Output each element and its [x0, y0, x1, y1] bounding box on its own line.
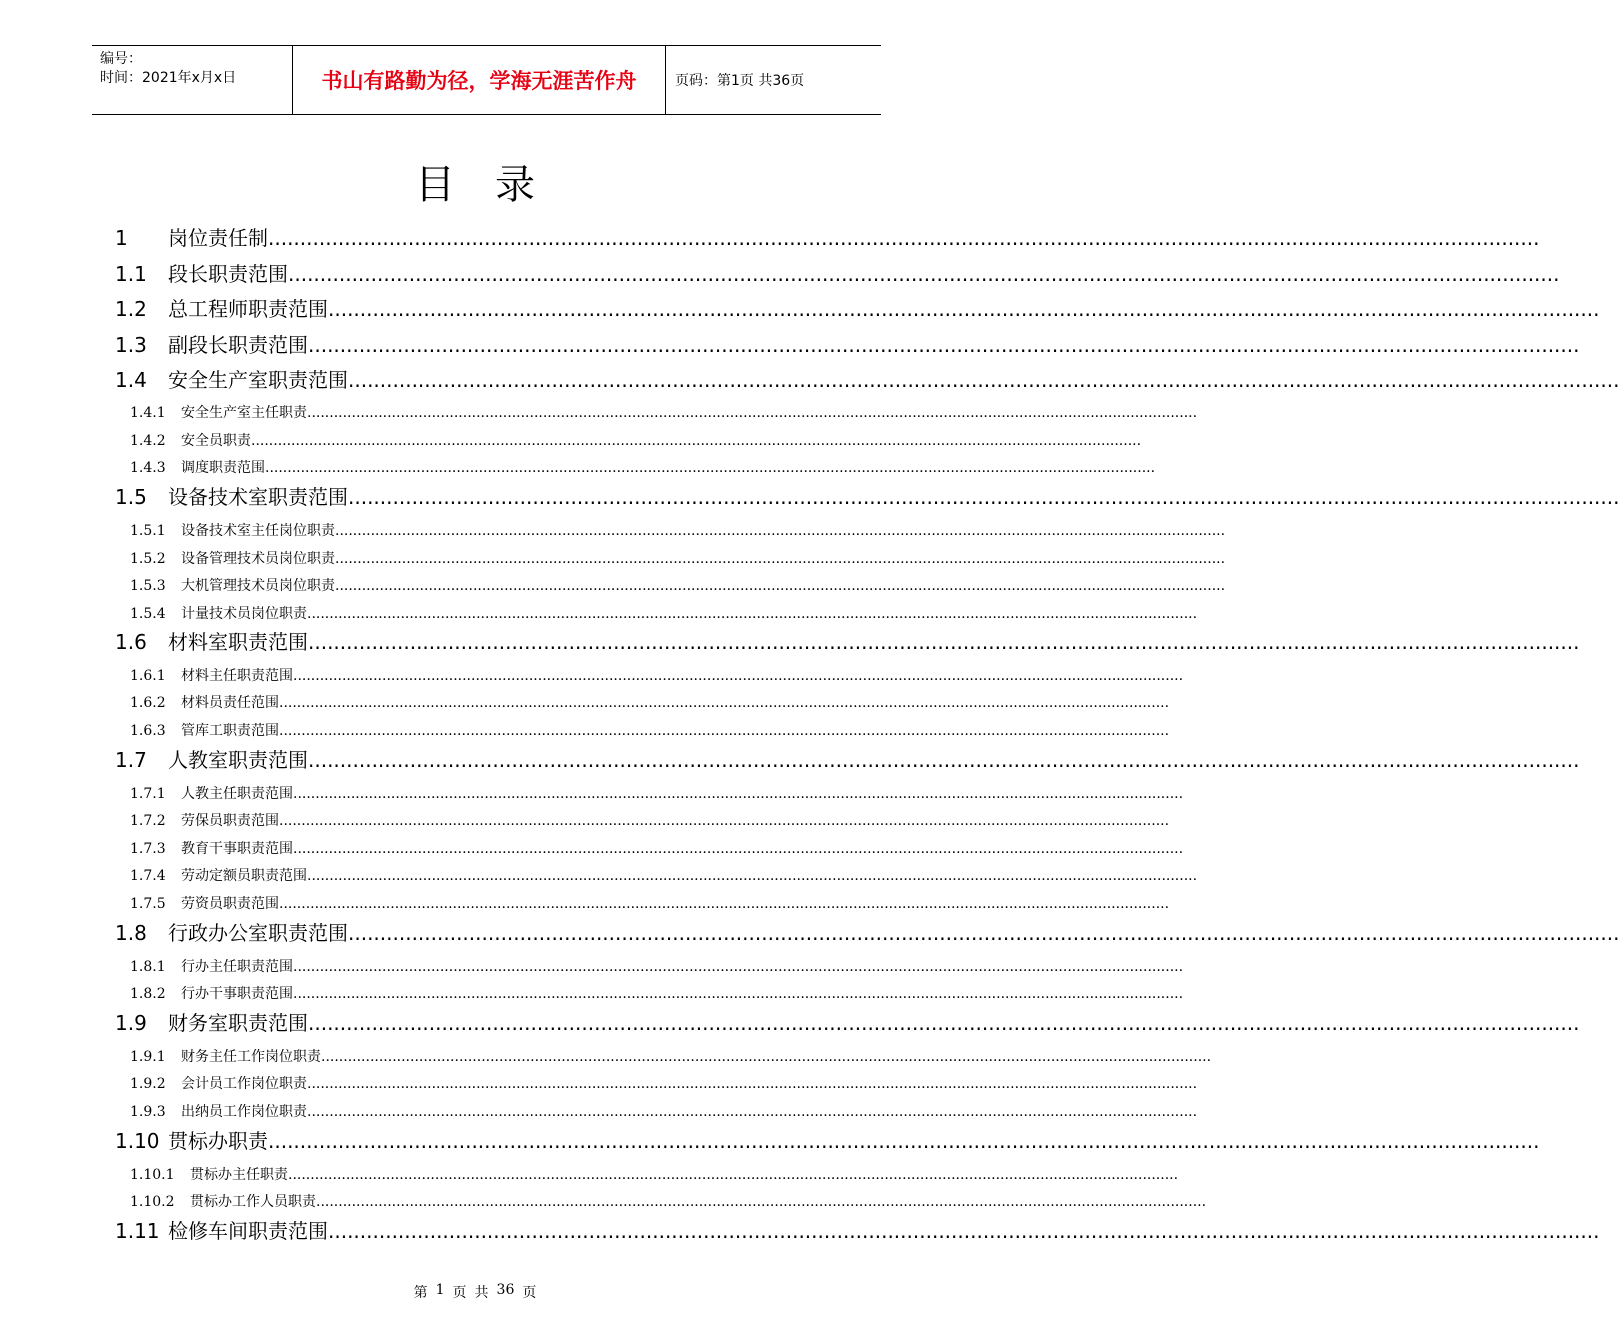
footer-text: 第 — [413, 1285, 428, 1301]
header-page-label: 页码：第1页 共36页 — [675, 73, 805, 89]
document-header — [92, 45, 881, 115]
toc-entry-level2[interactable] — [130, 838, 1184, 858]
toc-entry-title: 财务室职责范围 — [168, 1011, 308, 1035]
toc-entry-title: 计量技术员岗位职责 — [181, 606, 307, 622]
toc-entry-title: 财务主任工作岗位职责 — [181, 1049, 321, 1065]
toc-leader-dots: ........................................................................................................................................................................................................ — [308, 333, 1580, 357]
toc-entry-number: 1.7 — [115, 748, 147, 772]
toc-entry-title: 材料室职责范围 — [168, 630, 308, 654]
toc-entry-level1[interactable] — [115, 626, 1580, 655]
toc-entry-level2[interactable] — [130, 1164, 1179, 1184]
toc-entry-title: 劳动定额员职责范围 — [181, 868, 307, 884]
toc-entry-level2[interactable] — [130, 983, 1184, 1003]
toc-entry-level1[interactable] — [115, 1007, 1580, 1036]
toc-entry-level2[interactable] — [130, 865, 1198, 885]
toc-entry-level1[interactable] — [115, 258, 1560, 287]
toc-entry-title: 安全生产室职责范围 — [168, 368, 348, 392]
toc-entry-number: 1.2 — [115, 297, 147, 321]
toc-leader-dots: ........................................................................................................................................................................................................ — [279, 695, 1170, 711]
toc-entry-title: 人教室职责范围 — [168, 748, 308, 772]
toc-leader-dots: ........................................................................................................................................................................................................ — [307, 405, 1198, 421]
toc-entry-title: 安全生产室主任职责 — [181, 405, 307, 421]
toc-entry-number: 1.5.1 — [130, 523, 166, 539]
toc-entry-level2[interactable] — [130, 1101, 1198, 1121]
toc-leader-dots: ........................................................................................................................................................................................................ — [251, 433, 1142, 449]
toc-entry-title: 行办主任职责范围 — [181, 959, 293, 975]
header-motto: 书山有路勤为径，学海无涯苦作舟 — [292, 46, 666, 114]
toc-entry-level1[interactable] — [115, 222, 1540, 251]
toc-leader-dots: ........................................................................................................................................................................................................ — [288, 1167, 1179, 1183]
toc-entry-number: 1.7.3 — [130, 841, 166, 857]
toc-entry-title: 总工程师职责范围 — [168, 297, 328, 321]
toc-entry-number: 1.10.2 — [130, 1194, 175, 1210]
toc-entry-number: 1.7.4 — [130, 868, 166, 884]
toc-leader-dots: ........................................................................................................................................................................................................ — [316, 1194, 1207, 1210]
toc-entry-number: 1.10.1 — [130, 1167, 175, 1183]
toc-leader-dots: ........................................................................................................................................................................................................ — [279, 813, 1170, 829]
toc-entry-number: 1.7.5 — [130, 896, 166, 912]
toc-entry-number: 1.5 — [115, 485, 147, 509]
document-number-label: 编号： — [100, 51, 142, 67]
toc-entry-level2[interactable] — [130, 575, 1226, 595]
toc-entry-number: 1.6.3 — [130, 723, 166, 739]
toc-entry-level2[interactable] — [130, 457, 1156, 477]
toc-leader-dots: ........................................................................................................................................................................................................ — [308, 630, 1580, 654]
toc-entry-title: 安全员职责 — [181, 433, 251, 449]
toc-leader-dots: ........................................................................................................................................................................................................ — [293, 841, 1184, 857]
toc-leader-dots: ........................................................................................................................................................................................................ — [293, 786, 1184, 802]
toc-entry-title: 行政办公室职责范围 — [168, 921, 348, 945]
toc-entry-number: 1.4.2 — [130, 433, 166, 449]
toc-leader-dots: ........................................................................................................................................................................................................ — [335, 578, 1226, 594]
toc-leader-dots: ........................................................................................................................................................................................................ — [307, 868, 1198, 884]
toc-entry-number: 1.8.1 — [130, 959, 166, 975]
toc-entry-level2[interactable] — [130, 1073, 1198, 1093]
toc-leader-dots: ........................................................................................................................................................................................................ — [308, 1011, 1580, 1035]
page-footer — [0, 1282, 950, 1302]
toc-leader-dots: ........................................................................................................................................................................................................ — [293, 986, 1184, 1002]
toc-entry-level2[interactable] — [130, 692, 1170, 712]
toc-leader-dots: ........................................................................................................................................................................................................ — [328, 297, 1600, 321]
toc-entry-number: 1.9.1 — [130, 1049, 166, 1065]
toc-entry-number: 1.5.2 — [130, 551, 166, 567]
toc-leader-dots: ........................................................................................................................................................................................................ — [348, 921, 1619, 945]
page-title: 目录 — [415, 162, 575, 208]
toc-entry-number: 1.7.2 — [130, 813, 166, 829]
toc-entry-title: 副段长职责范围 — [168, 333, 308, 357]
toc-entry-title: 劳资员职责范围 — [181, 896, 279, 912]
toc-entry-number: 1.6.1 — [130, 668, 166, 684]
toc-entry-number: 1.7.1 — [130, 786, 166, 802]
toc-leader-dots: ........................................................................................................................................................................................................ — [348, 368, 1619, 392]
toc-entry-number: 1.8.2 — [130, 986, 166, 1002]
toc-entry-number: 1.9.3 — [130, 1104, 166, 1120]
toc-entry-title: 行办干事职责范围 — [181, 986, 293, 1002]
toc-entry-level1[interactable] — [115, 293, 1600, 322]
toc-entry-level2[interactable] — [130, 665, 1184, 685]
toc-entry-title: 设备技术室主任岗位职责 — [181, 523, 335, 539]
toc-entry-number: 1.3 — [115, 333, 147, 357]
toc-entry-title: 贯标办职责 — [168, 1129, 268, 1153]
toc-entry-number: 1.4.3 — [130, 460, 166, 476]
toc-entry-number: 1.5.3 — [130, 578, 166, 594]
toc-leader-dots: ........................................................................................................................................................................................................ — [321, 1049, 1212, 1065]
toc-entry-title: 检修车间职责范围 — [168, 1219, 328, 1243]
footer-text: 页 — [452, 1285, 467, 1301]
toc-leader-dots: ........................................................................................................................................................................................................ — [307, 1104, 1198, 1120]
document-time-label: 时间：2021年x月x日 — [100, 70, 237, 86]
toc-entry-number: 1.6.2 — [130, 695, 166, 711]
toc-entry-number: 1.8 — [115, 921, 147, 945]
toc-entry-title: 教育干事职责范围 — [181, 841, 293, 857]
toc-entry-level2[interactable] — [130, 1046, 1212, 1066]
toc-leader-dots: ........................................................................................................................................................................................................ — [293, 668, 1184, 684]
toc-entry-number: 1.4 — [115, 368, 147, 392]
toc-entry-level1[interactable] — [115, 329, 1580, 358]
footer-text: 页 — [522, 1285, 537, 1301]
toc-entry-level2[interactable] — [130, 720, 1170, 740]
toc-entry-level1[interactable] — [115, 1215, 1600, 1244]
toc-entry-title: 设备管理技术员岗位职责 — [181, 551, 335, 567]
toc-entry-level2[interactable] — [130, 956, 1184, 976]
footer-page-total: 36 — [496, 1282, 515, 1298]
toc-leader-dots: ........................................................................................................................................................................................................ — [279, 896, 1170, 912]
toc-entry-level2[interactable] — [130, 783, 1184, 803]
toc-entry-title: 材料员责任范围 — [181, 695, 279, 711]
toc-entry-title: 劳保员职责范围 — [181, 813, 279, 829]
toc-leader-dots: ........................................................................................................................................................................................................ — [293, 959, 1184, 975]
toc-entry-title: 材料主任职责范围 — [181, 668, 293, 684]
toc-leader-dots: ........................................................................................................................................................................................................ — [307, 1076, 1198, 1092]
toc-leader-dots: ........................................................................................................................................................................................................ — [288, 262, 1560, 286]
toc-entry-title: 设备技术室职责范围 — [168, 485, 348, 509]
toc-entry-number: 1.11 — [115, 1219, 160, 1243]
toc-entry-level2[interactable] — [130, 430, 1142, 450]
toc-leader-dots: ........................................................................................................................................................................................................ — [265, 460, 1156, 476]
toc-entry-level2[interactable] — [130, 520, 1226, 540]
toc-entry-title: 贯标办工作人员职责 — [190, 1194, 316, 1210]
toc-leader-dots: ........................................................................................................................................................................................................ — [335, 551, 1226, 567]
toc-leader-dots: ........................................................................................................................................................................................................ — [328, 1219, 1600, 1243]
toc-leader-dots: ........................................................................................................................................................................................................ — [279, 723, 1170, 739]
toc-entry-title: 调度职责范围 — [181, 460, 265, 476]
toc-leader-dots: ........................................................................................................................................................................................................ — [268, 1129, 1540, 1153]
toc-entry-title: 贯标办主任职责 — [190, 1167, 288, 1183]
toc-entry-level1[interactable] — [115, 744, 1580, 773]
toc-entry-number: 1.9 — [115, 1011, 147, 1035]
toc-entry-number: 1.10 — [115, 1129, 160, 1153]
toc-entry-title: 大机管理技术员岗位职责 — [181, 578, 335, 594]
toc-entry-level1[interactable] — [115, 917, 1619, 946]
toc-entry-number: 1.4.1 — [130, 405, 166, 421]
toc-leader-dots: ........................................................................................................................................................................................................ — [348, 485, 1619, 509]
toc-entry-level1[interactable] — [115, 1125, 1540, 1154]
footer-page-number: 1 — [435, 1282, 445, 1298]
toc-entry-level2[interactable] — [130, 1191, 1207, 1211]
footer-text: 共 — [474, 1285, 489, 1301]
toc-entry-level2[interactable] — [130, 893, 1170, 913]
toc-entry-title: 会计员工作岗位职责 — [181, 1076, 307, 1092]
toc-entry-level2[interactable] — [130, 548, 1226, 568]
toc-entry-number: 1.5.4 — [130, 606, 166, 622]
toc-entry-title: 段长职责范围 — [168, 262, 288, 286]
toc-entry-level1[interactable] — [115, 481, 1619, 510]
toc-entry-title: 岗位责任制 — [168, 226, 268, 250]
toc-entry-level2[interactable] — [130, 603, 1198, 623]
toc-entry-level2[interactable] — [130, 810, 1170, 830]
toc-entry-number: 1.1 — [115, 262, 147, 286]
toc-entry-level2[interactable] — [130, 402, 1198, 422]
header-meta — [100, 46, 290, 118]
toc-leader-dots: ........................................................................................................................................................................................................ — [307, 606, 1198, 622]
toc-leader-dots: ........................................................................................................................................................................................................ — [335, 523, 1226, 539]
toc-entry-title: 管库工职责范围 — [181, 723, 279, 739]
toc-entry-number: 1 — [115, 226, 128, 250]
toc-leader-dots: ........................................................................................................................................................................................................ — [268, 226, 1540, 250]
toc-entry-number: 1.6 — [115, 630, 147, 654]
toc-entry-title: 人教主任职责范围 — [181, 786, 293, 802]
toc-entry-level1[interactable] — [115, 364, 1619, 393]
toc-entry-number: 1.9.2 — [130, 1076, 166, 1092]
toc-leader-dots: ........................................................................................................................................................................................................ — [308, 748, 1580, 772]
toc-entry-title: 出纳员工作岗位职责 — [181, 1104, 307, 1120]
